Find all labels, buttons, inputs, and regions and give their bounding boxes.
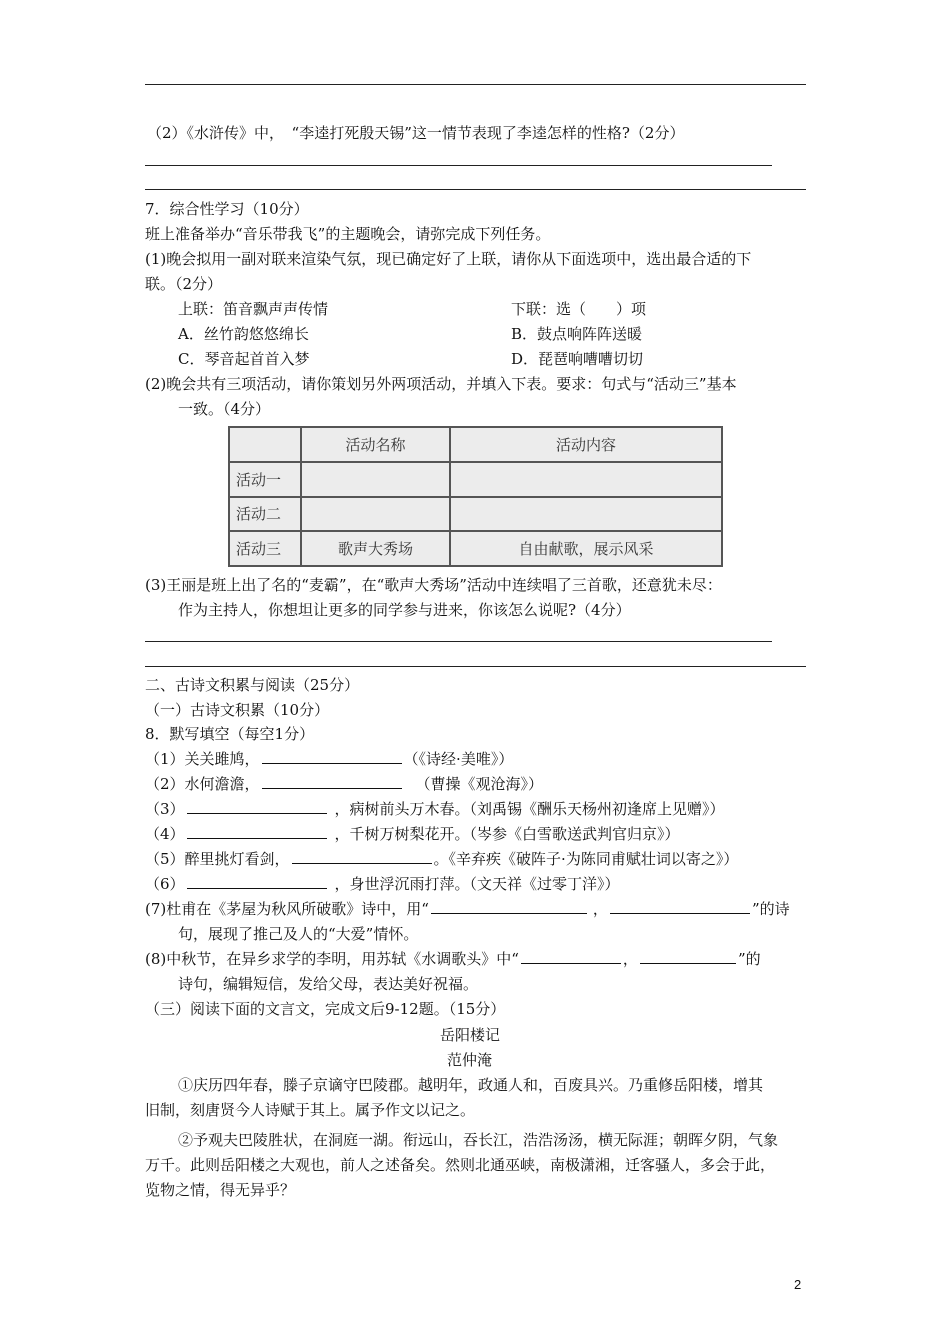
fill-blank-8-line2: 诗句，编辑短信，发给父母，表达美好祝福。 — [178, 975, 479, 993]
essay-paragraph-2-line1: ②予观夫巴陵胜状，在洞庭一湖。衔远山，吞长江，浩浩汤汤，横无际涯；朝晖夕阴，气象 — [178, 1131, 779, 1149]
blank[interactable] — [262, 749, 402, 764]
fill-blank-7-line2: 句，展现了推己及人的“大爱”情怀。 — [178, 925, 419, 943]
question-6-2: （2）《水浒传》中， “李逵打死殷天锡”这一情节表现了李逵怎样的性格?（2分） — [147, 124, 685, 142]
couplet-lower: 下联：选（ ）项 — [511, 300, 647, 318]
row-label: 活动二 — [229, 497, 301, 532]
page-number: 2 — [794, 1277, 802, 1292]
answer-line — [145, 641, 772, 642]
fill-blank-2: （2）水何澹澹， （曹操《观沧海》） — [145, 775, 544, 793]
table-cell — [301, 462, 450, 497]
question-7-3-line1: (3)王丽是班上出了名的“麦霸”，在“歌声大秀场”活动中连续唱了三首歌，还意犹未尽： — [145, 576, 722, 594]
question-7-intro: 班上准备举办“音乐带我飞”的主题晚会，请弥完成下列任务。 — [145, 225, 551, 243]
fill-blank-7: (7)杜甫在《茅屋为秋风所破歌》诗中，用“ ， ”的诗 — [145, 900, 790, 918]
option-d: D．琵琶响嘈嘈切切 — [511, 350, 644, 368]
blank[interactable] — [521, 949, 621, 964]
blank[interactable] — [187, 799, 327, 814]
question-7-3-line2: 作为主持人，你想坦让更多的同学参与进来，你该怎么说呢?（4分） — [178, 601, 631, 619]
table-cell: 自由献歌，展示风采 — [450, 531, 722, 566]
table-cell — [450, 497, 722, 532]
question-7-title: 7．综合性学习（10分） — [145, 200, 309, 218]
couplet-upper: 上联：笛音飘声声传情 — [178, 300, 329, 318]
blank[interactable] — [431, 899, 587, 914]
question-7-2-line1: (2)晚会共有三项活动，请你策划另外两项活动，并填入下表。要求：句式与“活动三”基本 — [145, 375, 737, 393]
fill-blank-6: （6） ，身世浮沉雨打萍。（文天祥《过零丁洋》） — [145, 875, 620, 893]
table-cell: 歌声大秀场 — [301, 531, 450, 566]
subsection-3-title: （三）阅读下面的文言文，完成文后9-12题。（15分） — [145, 1000, 506, 1018]
blank[interactable] — [262, 774, 402, 789]
essay-title: 岳阳楼记 — [440, 1026, 501, 1044]
section-2-title: 二、古诗文积累与阅读（25分） — [145, 676, 360, 694]
question-7-2-line2: 一致。（4分） — [178, 400, 271, 418]
essay-paragraph-2-line3: 览物之情，得无异乎？ — [145, 1181, 296, 1199]
essay-paragraph-2-line2: 万千。此则岳阳楼之大观也，前人之述备矣。然则北通巫峡，南极潇湘，迁客骚人，多会于此， — [145, 1156, 776, 1174]
answer-line — [145, 84, 806, 85]
activity-table — [228, 426, 723, 567]
option-b: B．鼓点响阵阵送暖 — [511, 325, 643, 343]
question-7-1-line1: (1)晚会拟用一副对联来渲染气氛，现已确定好了上联，请你从下面选项中，选出最合适的下 — [145, 250, 752, 268]
blank[interactable] — [640, 949, 736, 964]
fill-blank-8: (8)中秋节，在异乡求学的李明，用苏轼《水调歌头》中“ ， ”的 — [145, 950, 761, 968]
essay-author: 范仲淹 — [447, 1051, 493, 1069]
fill-blank-4: （4） ，千树万树梨花开。（岑参《白雪歌送武判官归京》） — [145, 825, 680, 843]
header-activity-name: 活动名称 — [301, 427, 450, 462]
subsection-1-title: （一）古诗文积累（10分） — [145, 701, 330, 719]
option-a: A．丝竹韵悠悠绵长 — [178, 325, 309, 343]
answer-line — [145, 666, 806, 667]
essay-paragraph-1-line2: 旧制，刻唐贤今人诗赋于其上。属予作文以记之。 — [145, 1101, 476, 1119]
answer-line — [145, 165, 772, 166]
table-cell — [301, 497, 450, 532]
question-7-1-line2: 联。（2分） — [145, 275, 223, 293]
table-corner — [229, 427, 301, 462]
fill-blank-5: （5）醉里挑灯看剑， 。《辛弃疾《破阵子·为陈同甫赋壮词以寄之》） — [145, 850, 739, 868]
blank[interactable] — [187, 874, 327, 889]
fill-blank-1: （1）关关雎鸠， （《诗经·美唯》） — [145, 750, 514, 768]
answer-line — [145, 189, 806, 190]
table-cell — [450, 462, 722, 497]
question-8-title: 8．默写填空（每空1分） — [145, 725, 315, 743]
blank[interactable] — [292, 849, 432, 864]
fill-blank-3: （3） ，病树前头万木春。（刘禹锡《酬乐天杨州初逢席上见赠》） — [145, 800, 725, 818]
header-activity-content: 活动内容 — [450, 427, 722, 462]
blank[interactable] — [187, 824, 327, 839]
row-label: 活动一 — [229, 462, 301, 497]
option-c: C．琴音起首首入梦 — [178, 350, 310, 368]
row-label: 活动三 — [229, 531, 301, 566]
blank[interactable] — [610, 899, 750, 914]
essay-paragraph-1-line1: ①庆历四年春，滕子京谪守巴陵郡。越明年，政通人和，百废具兴。乃重修岳阳楼，增其 — [178, 1076, 764, 1094]
